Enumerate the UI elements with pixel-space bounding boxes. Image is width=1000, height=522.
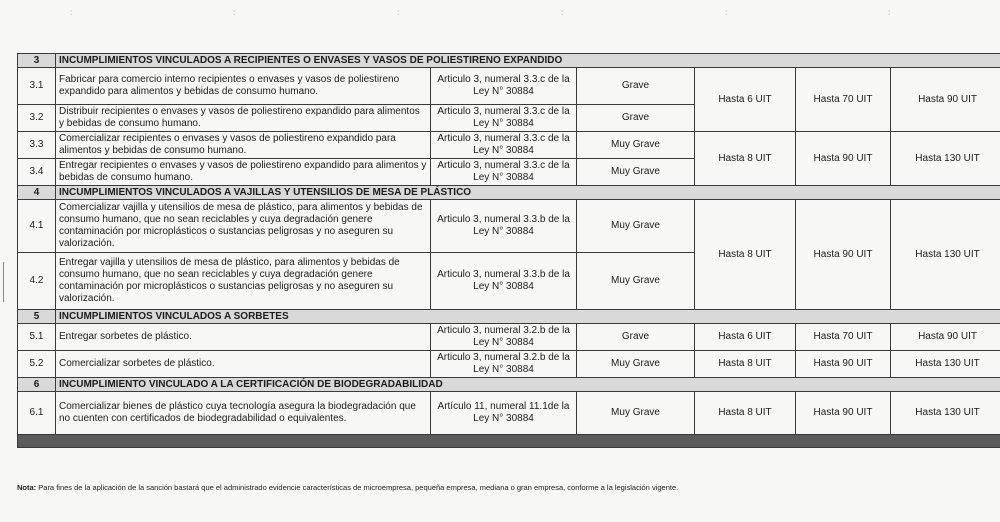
section-header: [18, 186, 1000, 200]
table-row: [18, 68, 1000, 105]
row-number: 3.4: [18, 159, 56, 186]
row-number: 4.1: [18, 200, 56, 253]
scan-edge-mark: [0, 262, 4, 302]
sanction-pequena-empresa: Hasta 90 UIT: [796, 132, 891, 186]
sanction-mediana-empresa: Hasta 90 UIT: [891, 68, 1000, 132]
row-severity: Muy Grave: [577, 392, 695, 435]
sanction-microempresa: Hasta 8 UIT: [695, 392, 796, 435]
sanction-mediana-empresa: Hasta 130 UIT: [891, 351, 1000, 378]
sanction-microempresa: Hasta 8 UIT: [695, 351, 796, 378]
row-legal-reference: Articulo 3, numeral 3.2.b de la Ley N° 30884: [431, 351, 577, 378]
footer-bar-cell: [18, 435, 1000, 448]
scan-top-marks: [0, 8, 1000, 20]
row-legal-reference: Artículo 11, numeral 11.1de la Ley N° 30884: [431, 392, 577, 435]
row-description: Fabricar para comercio interno recipientes o envases y vasos de poliestireno expandido para alimentos y bebidas de consumo humano.: [56, 68, 431, 105]
table-row: [18, 392, 1000, 435]
row-severity: Grave: [577, 324, 695, 351]
row-description: Comercializar vajilla y utensilios de mesa de plástico, para alimentos y bebidas de consumo humano, que no sean reciclables y cuya degradación genere contaminación por microplásticos o sustancias peligrosas y no aseguren su valorización.: [56, 200, 431, 253]
row-number: 3.3: [18, 132, 56, 159]
row-severity: Muy Grave: [577, 159, 695, 186]
section-title: INCUMPLIMIENTO VINCULADO A LA CERTIFICACIÓN DE BIODEGRADABILIDAD: [56, 378, 1000, 392]
footnote: [17, 483, 981, 493]
row-legal-reference: Articulo 3, numeral 3.3.c de la Ley N° 30884: [431, 132, 577, 159]
scan-mark: :: [233, 8, 236, 17]
sanctions-table: [17, 53, 1000, 448]
scan-mark: :: [70, 8, 73, 17]
sanction-microempresa: Hasta 8 UIT: [695, 200, 796, 310]
section-number: 3: [18, 54, 56, 68]
table-row: [18, 200, 1000, 253]
sanction-pequena-empresa: Hasta 90 UIT: [796, 392, 891, 435]
row-legal-reference: Articulo 3, numeral 3.3.c de la Ley N° 30884: [431, 159, 577, 186]
row-number: 5.1: [18, 324, 56, 351]
row-number: 5.2: [18, 351, 56, 378]
sanction-microempresa: Hasta 6 UIT: [695, 324, 796, 351]
section-number: 5: [18, 310, 56, 324]
scan-mark: :: [888, 8, 891, 17]
sanction-pequena-empresa: Hasta 90 UIT: [796, 351, 891, 378]
row-description: Comercializar bienes de plástico cuya tecnología asegura la biodegradación que no cuenten con certificados de biodegradabilidad o equivalentes.: [56, 392, 431, 435]
section-title: INCUMPLIMIENTOS VINCULADOS A RECIPIENTES O ENVASES Y VASOS DE POLIESTIRENO EXPANDIDO: [56, 54, 1000, 68]
row-severity: Muy Grave: [577, 200, 695, 253]
sanction-pequena-empresa: Hasta 70 UIT: [796, 68, 891, 132]
row-legal-reference: Articulo 3, numeral 3.2.b de la Ley N° 30884: [431, 324, 577, 351]
sanction-mediana-empresa: Hasta 130 UIT: [891, 392, 1000, 435]
row-description: Entregar vajilla y utensilios de mesa de plástico, para alimentos y bebidas de consumo humano, que no sean reciclables y cuya degradación genere contaminación por microplásticos o sustancias peligrosas y no aseguren su valorización.: [56, 253, 431, 310]
row-number: 6.1: [18, 392, 56, 435]
row-description: Entregar sorbetes de plástico.: [56, 324, 431, 351]
row-severity: Muy Grave: [577, 132, 695, 159]
sanction-microempresa: Hasta 6 UIT: [695, 68, 796, 132]
scan-mark: :: [397, 8, 400, 17]
section-header: [18, 54, 1000, 68]
table-footer-bar: [18, 435, 1000, 448]
section-title: INCUMPLIMIENTOS VINCULADOS A SORBETES: [56, 310, 1000, 324]
sanction-mediana-empresa: Hasta 130 UIT: [891, 200, 1000, 310]
section-number: 4: [18, 186, 56, 200]
row-number: 3.1: [18, 68, 56, 105]
table-row: [18, 351, 1000, 378]
footnote-text: Para fines de la aplicación de la sanción bastará que el administrado evidencie características de microempresa, pequeña empresa, mediana o gran empresa, conforme a la legislación vigente.: [38, 483, 679, 492]
section-number: 6: [18, 378, 56, 392]
section-title: INCUMPLIMIENTOS VINCULADOS A VAJILLAS Y UTENSILIOS DE MESA DE PLÁSTICO: [56, 186, 1000, 200]
row-number: 3.2: [18, 105, 56, 132]
section-header: [18, 378, 1000, 392]
sanction-pequena-empresa: Hasta 90 UIT: [796, 200, 891, 310]
row-legal-reference: Articulo 3, numeral 3.3.b de la Ley N° 30884: [431, 253, 577, 310]
row-legal-reference: Articulo 3, numeral 3.3.c de la Ley N° 30884: [431, 105, 577, 132]
sanction-microempresa: Hasta 8 UIT: [695, 132, 796, 186]
scan-mark: :: [725, 8, 728, 17]
footnote-label: Nota:: [17, 483, 37, 492]
row-legal-reference: Articulo 3, numeral 3.3.c de la Ley N° 30884: [431, 68, 577, 105]
row-legal-reference: Articulo 3, numeral 3.3.b de la Ley N° 30884: [431, 200, 577, 253]
row-description: Entregar recipientes o envases y vasos de poliestireno expandido para alimentos y bebidas de consumo humano.: [56, 159, 431, 186]
sanction-pequena-empresa: Hasta 70 UIT: [796, 324, 891, 351]
row-severity: Grave: [577, 105, 695, 132]
row-description: Comercializar sorbetes de plástico.: [56, 351, 431, 378]
sanction-mediana-empresa: Hasta 90 UIT: [891, 324, 1000, 351]
section-header: [18, 310, 1000, 324]
row-description: Distribuir recipientes o envases y vasos de poliestireno expandido para alimentos y bebidas de consumo humano.: [56, 105, 431, 132]
row-description: Comercializar recipientes o envases y vasos de poliestireno expandido para alimentos y bebidas de consumo humano.: [56, 132, 431, 159]
row-severity: Muy Grave: [577, 253, 695, 310]
sanction-mediana-empresa: Hasta 130 UIT: [891, 132, 1000, 186]
row-severity: Muy Grave: [577, 351, 695, 378]
row-severity: Grave: [577, 68, 695, 105]
row-number: 4.2: [18, 253, 56, 310]
table-row: [18, 132, 1000, 159]
table-row: [18, 324, 1000, 351]
scan-mark: :: [561, 8, 564, 17]
